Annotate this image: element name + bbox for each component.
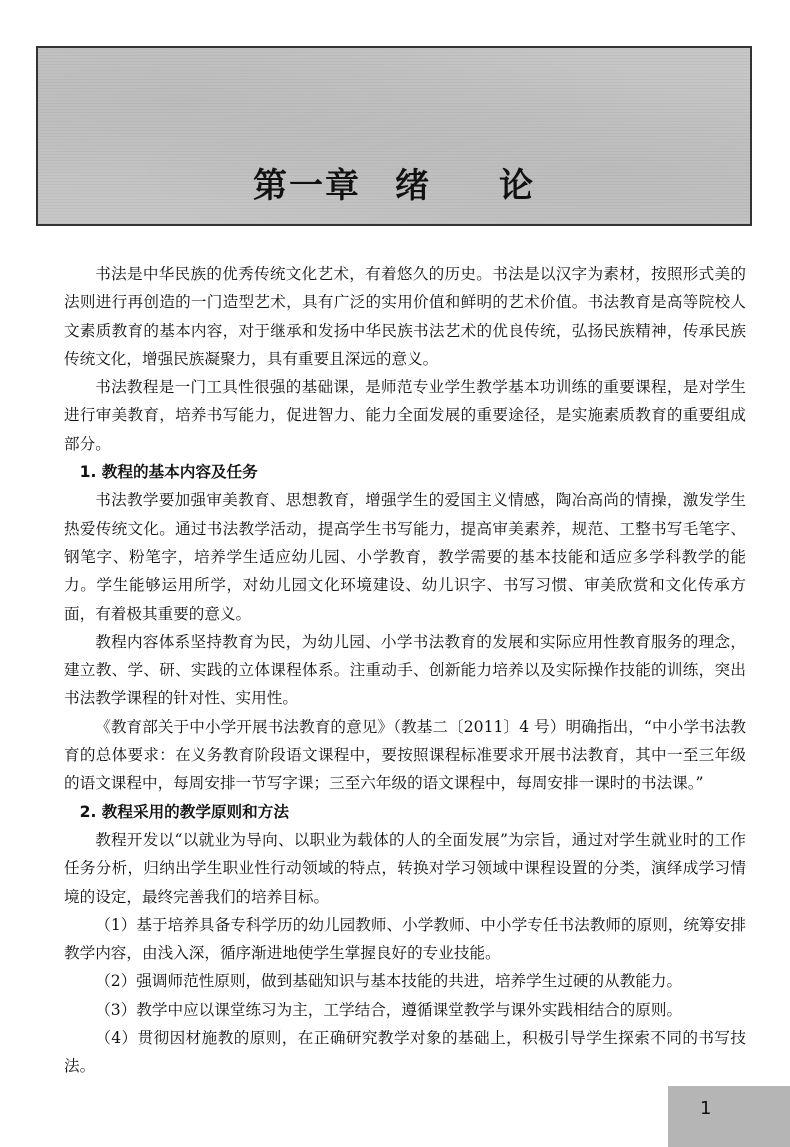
intro-paragraph-1: 书法是中华民族的优秀传统文化艺术，有着悠久的历史。书法是以汉字为素材，按照形式美的法则进行再创造的一门造型艺术，具有广泛的实用价值和鲜明的艺术价值。书法教育是高等院校人文素质教育的基本内容，对于继承和发扬中华民族书法艺术的优良传统，弘扬民族精神，传承民族传统文化，增强民族凝聚力，具有重要且深远的意义。 — [64, 265, 746, 368]
chapter-title — [38, 158, 750, 207]
page-number-tab — [668, 1086, 790, 1147]
section-1-paragraph: 书法教学要加强审美教育、思想教育，增强学生的爱国主义情感，陶冶高尚的情操，激发学生热爱传统文化。通过书法教学活动，提高学生书写能力，提高审美素养，规范、工整书写毛笔字、钢笔字、粉笔字，培养学生适应幼儿园、小学教育，教学需要的基本技能和适应多学科教学的能力。学生能够运用所学，对幼儿园文化环境建设、幼儿识字、书写习惯、审美欣赏和文化传承方面，有着极其重要的意义。 — [64, 491, 746, 623]
section-2-heading: 2. 教程采用的教学原则和方法 — [79, 802, 289, 821]
section-2-paragraph: （1）基于培养具备专科学历的幼儿园教师、小学教师、中小学专任书法教师的原则，统筹安排教学内容，由浅入深，循序渐进地使学生掌握良好的专业技能。 — [64, 915, 746, 963]
chapter-title-char-1: 绪 — [395, 166, 431, 206]
chapter-title-char-2: 论 — [499, 166, 535, 206]
section-1-paragraph: 教程内容体系坚持教育为民，为幼儿园、小学书法教育的发展和实际应用性教育服务的理念，建立教、学、研、实践的立体课程体系。注重动手、创新能力培养以及实际操作技能的训练，突出书法教学课程的针对性、实用性。 — [64, 632, 746, 708]
section-1-heading: 1. 教程的基本内容及任务 — [79, 463, 258, 482]
section-1-paragraph: 《教育部关于中小学开展书法教育的意见》（教基二〔2011〕4 号）明确指出，“中小学书法教育的总体要求：在义务教育阶段语文课程中，要按照课程标准要求开展书法教育，其中一至三年级的语文课程中，每周安排一节写字课；三至六年级的语文课程中，每周安排一课时的书法课。” — [64, 717, 746, 793]
page-number: 1 — [700, 1098, 712, 1119]
intro-paragraph-2: 书法教程是一门工具性很强的基础课，是师范专业学生教学基本功训练的重要课程，是对学生进行审美教育，培养书写能力，促进智力、能力全面发展的重要途径，是实施素质教育的重要组成部分。 — [64, 378, 746, 453]
section-2-paragraph: （3）教学中应以课堂练习为主，工学结合，遵循课堂教学与课外实践相结合的原则。 — [95, 1000, 683, 1019]
body-text — [64, 260, 746, 1081]
section-2-paragraph: 教程开发以“以就业为导向、以职业为载体的人的全面发展”为宗旨，通过对学生就业时的工作任务分析，归纳出学生职业性行动领域的特点，转换对学习领域中课程设置的分类，演绎成学习情境的设定，最终完善我们的培养目标。 — [64, 830, 746, 906]
chapter-number: 第一章 — [253, 166, 361, 206]
chapter-banner — [36, 46, 752, 226]
section-2-paragraph: （2）强调师范性原则，做到基础知识与基本技能的共进，培养学生过硬的从教能力。 — [95, 972, 683, 991]
section-2-paragraph: （4）贯彻因材施教的原则，在正确研究教学对象的基础上，积极引导学生探索不同的书写技法。 — [64, 1029, 746, 1076]
